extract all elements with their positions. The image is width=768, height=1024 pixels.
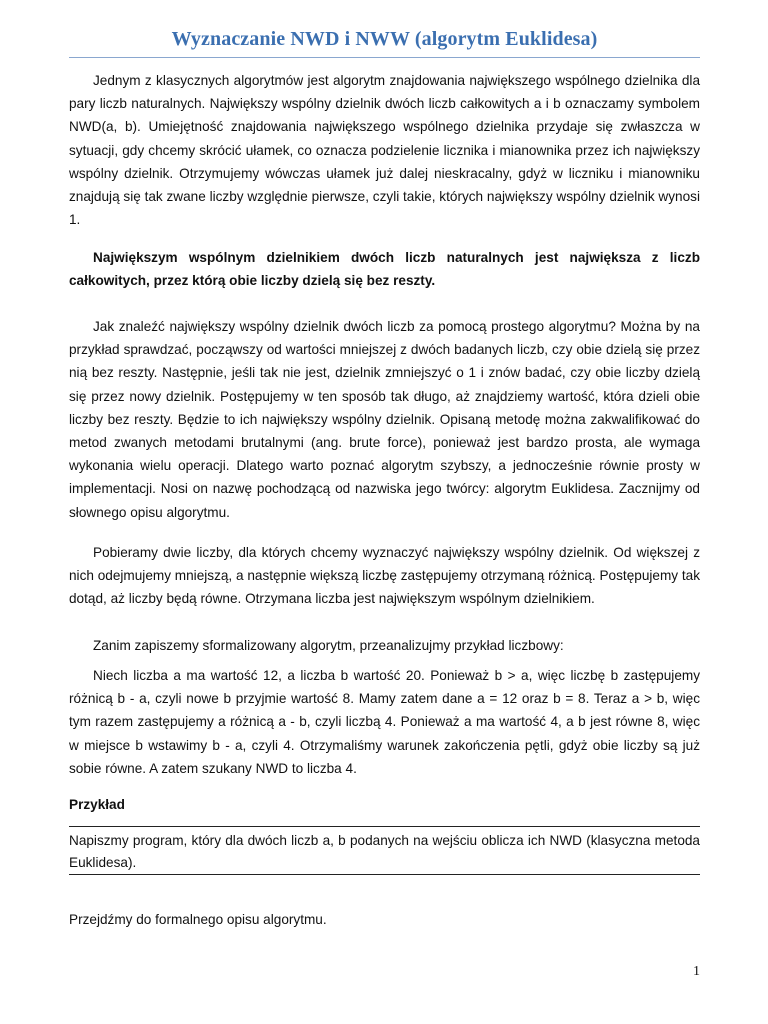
title-underline [69,57,700,58]
paragraph-brute-force: Jak znaleźć największy wspólny dzielnik dwóch liczb za pomocą prostego algorytmu? Można by na przykład sprawdzać, począwszy od wartości mniejszej z dwóch badanych liczb, czy obie dzielą się przez nią bez reszty. Następnie, jeśli tak nie jest, dzielnik zmniejszyć o 1 i znów badać, czy obie liczby dzielą się przez nowy dzielnik. Postępujemy w ten sposób tak długo, aż znajdziemy wartość, która dzieli obie liczby bez reszty. Będzie to ich największy wspólny dzielnik. Opisaną metodę można zakwalifikować do metod zwanych metodami brutalnymi (ang. brute force), ponieważ jest bardzo prosta, ale wymaga wykonania wielu operacji. Dlatego warto poznać algorytm szybszy, a jednocześnie równie prosty w implementacji. Nosi on nazwę pochodzącą od nazwiska jego twórcy: algorytm Euklidesa. Zacznijmy od słownego opisu algorytmu. [69,319,700,520]
paragraph-intro: Jednym z klasycznych algorytmów jest algorytm znajdowania największego wspólnego dzielnika dla pary liczb naturalnych. Największy wspólny dzielnik dwóch liczb całkowitych a i b oznaczamy symbolem NWD(a, b). Umiejętność znajdowania największego wspólnego dzielnika przydaje się zwłaszcza w sytuacji, gdy chcemy skrócić ułamek, co oznacza podzielenie licznika i mianownika przez ich największy wspólny dzielnik. Otrzymujemy wówczas ułamek już dalej nieskracalny, gdyż w liczniku i mianowniku znajdują się tak zwane liczby względnie pierwsze, czyli takie, których największy wspólny dzielnik wynosi 1. [69,73,700,228]
example-task-text: Napiszmy program, który dla dwóch liczb a, b podanych na wejściu oblicza ich NWD (klasyczna metoda Euklidesa). [69,833,700,870]
example-task-box [69,826,700,875]
paragraph-example-intro: Zanim zapiszemy sformalizowany algorytm, przeanalizujmy przykład liczbowy: [93,638,564,653]
paragraph-definition: Największym wspólnym dzielnikiem dwóch liczb naturalnych jest największa z liczb całkowitych, przez którą obie liczby dzielą się bez reszty. [69,250,700,289]
paragraph-numeric-example: Niech liczba a ma wartość 12, a liczba b wartość 20. Ponieważ b > a, więc liczbę b zastępujemy różnicą b - a, czyli nowe b przyjmie wartość 8. Mamy zatem dane a = 12 oraz b = 8. Teraz a > b, więc tym razem zastępujemy a różnicą a - b, czyli liczbą 4. Ponieważ a ma wartość 4, a b jest równe 8, więc w miejsce b wstawimy b - a, czyli 4. Otrzymaliśmy warunek zakończenia pętli, gdyż obie liczby są już sobie równe. A zatem szukany NWD to liczba 4. [69,668,700,776]
example-heading: Przykład [69,797,125,812]
paragraph-algorithm-description: Pobieramy dwie liczby, dla których chcemy wyznaczyć największy wspólny dzielnik. Od większej z nich odejmujemy mniejszą, a następnie większą liczbę zastępujemy otrzymaną różnicą. Postępujemy tak dotąd, aż liczby będą równe. Otrzymana liczba jest największym wspólnym dzielnikiem. [69,545,700,607]
page-number: 1 [693,964,700,979]
paragraph-closing: Przejdźmy do formalnego opisu algorytmu. [69,912,327,927]
document-title: Wyznaczanie NWD i NWW (algorytm Euklidesa) [171,28,598,50]
